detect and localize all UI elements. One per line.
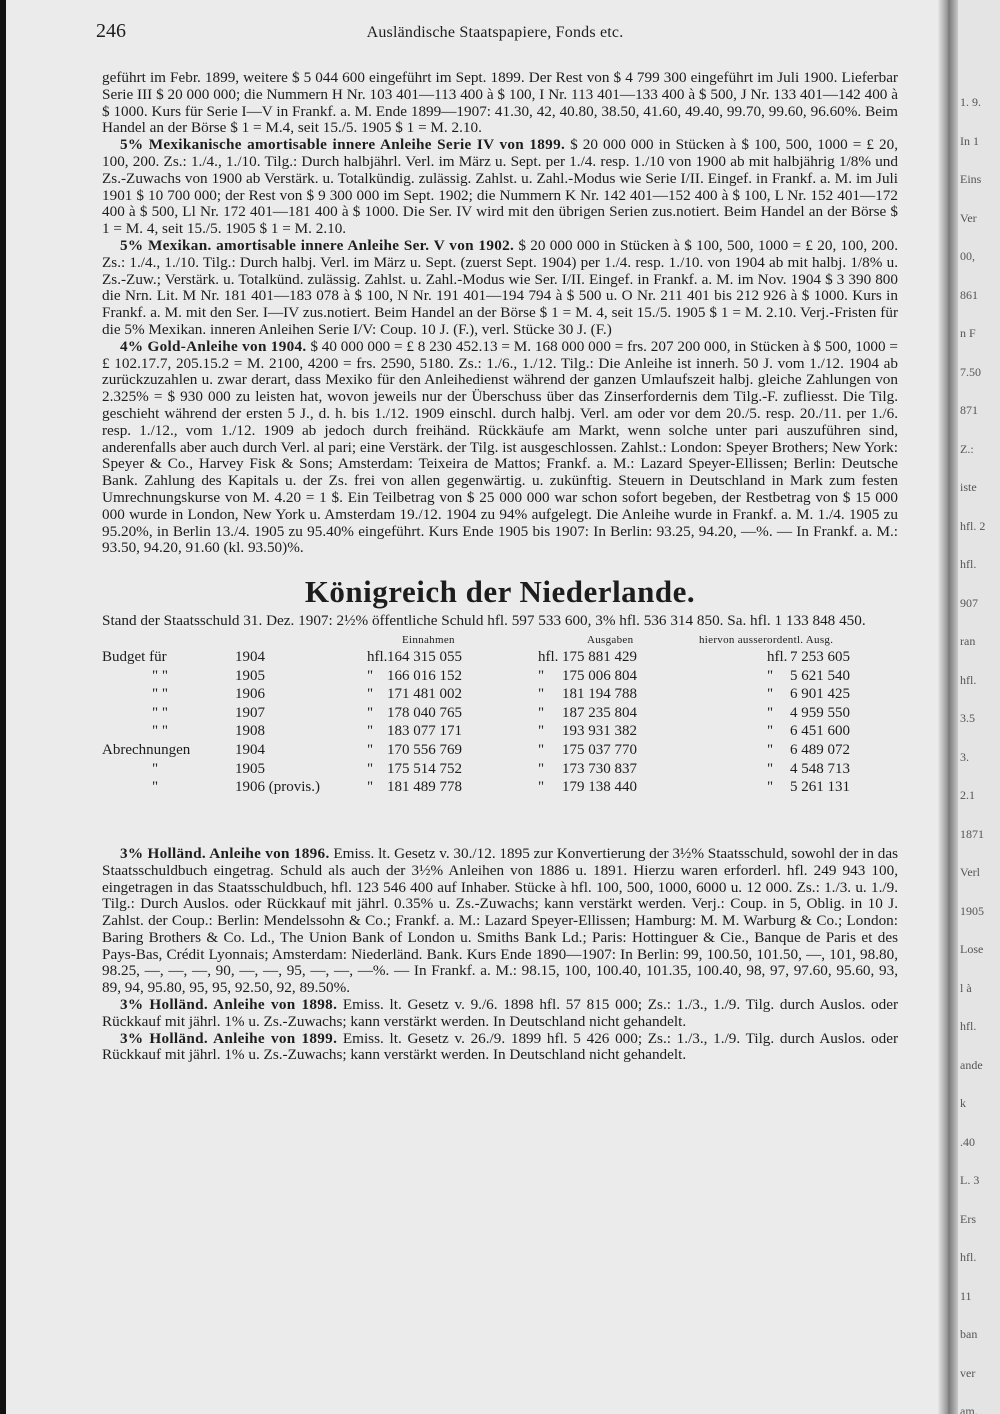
facing-page-fragment: 3.5: [960, 711, 975, 725]
loan-paragraph: [102, 1031, 898, 1065]
facing-page-fragment: 1871: [960, 826, 984, 841]
facing-page-fragment: am.: [960, 1404, 978, 1414]
facing-page-fragment: Ers: [960, 1211, 976, 1226]
budget-cell-x-mark: ": [767, 741, 774, 758]
budget-cell-ausgaben: 187 235 804: [562, 704, 637, 721]
facing-page-fragment: iste: [960, 480, 977, 494]
facing-page-fragment: 3.: [960, 749, 969, 764]
facing-page-fragment: 1905: [960, 903, 984, 918]
facing-page-strip: [958, 0, 1000, 1414]
budget-cell-label: " ": [152, 667, 168, 684]
facing-page-fragment: hfl.: [960, 557, 977, 571]
budget-cell-label: Abrechnungen: [102, 741, 191, 758]
budget-row: [102, 686, 898, 704]
facing-page-fragment: Verl: [960, 865, 980, 879]
budget-row: [102, 761, 898, 779]
budget-cell-a-mark: ": [538, 760, 545, 777]
loan-text: Emiss. lt. Gesetz v. 26./9. 1899 hfl. 5 426 000; Zs.: 1./3., 1./9. Tilg. durch Auslos. oder Rückkauf mit jährl. 1% u. Zs.-Zuwachs; kann verstärkt werden. In Deutschland nicht gehandelt.: [102, 1029, 898, 1064]
facing-page-fragment: 907: [960, 595, 978, 610]
col-head-einnahmen: Einnahmen: [402, 633, 455, 646]
budget-cell-ausgaben: 175 006 804: [562, 667, 637, 684]
budget-cell-year: 1906 (provis.): [235, 779, 320, 796]
budget-cell-x-mark: ": [767, 779, 774, 796]
budget-cell-a-mark: ": [538, 667, 545, 684]
budget-cell-x-mark: ": [767, 760, 774, 777]
budget-cell-year: 1904: [235, 648, 265, 665]
book-gutter: [938, 0, 958, 1414]
budget-cell-einnahmen: 171 481 002: [387, 686, 462, 703]
facing-page-fragment: l à: [960, 980, 972, 995]
facing-page-fragment: 1. 9.: [960, 95, 981, 109]
facing-page-fragment: ban: [960, 1327, 978, 1341]
budget-cell-year: 1906: [235, 686, 265, 703]
budget-row: [102, 742, 898, 760]
loan-text: Emiss. lt. Gesetz v. 30./12. 1895 zur Konvertierung der 3½% Staatsschuld, sowohl der in das Staatsschuldbuch eingetrag. Schuld als auch der 3½% Anleihen von 1886 u. 1891. Hierzu waren erforderl. hfl. 249 943 100, eingetragen in das Staatsschuldbuch, hfl. 123 546 400 auf Inhaber. Stücke à hfl. 100, 500, 1000, 6000 u. 12 000. Zs.: 1./3. u. 1./9. Tilg.: Durch Auslos. oder Rückkauf mit jährl. 0.35% u. Zs.-Zuwachs; kann verstärkt werden. Verj.: Coup. in 5, Oblig. in 10 J. Zahlst. der Coup.: Berlin: Mendelssohn & Co.; Frankf. a. M.: Lazard Speyer-Ellissen; Hamburg: M. M. Warburg & Co.; London: Baring Brothers & Co. Ld., The Union Bank of London u. Smiths Bank Ld.; Paris: Hottinguer & Cie., Banque de Paris et des Pays-Bas, Crédit Lyonnais; Amsterdam: Niederländ. Bank. Kurs Ende 1890—1907: In Berlin: 99, 100.50, 101.50, —, 101, 98.80, 98.25, —, —, —, 90, —, —, 95, —, —, —%. — In Frankf. a. M.: 98.15, 100, 100.40, 101.35, 100.40, 98, 97, 97.60, 95.60, 93, 89, 94, 95.80, 95, 95, 92.50, 92, 89.50%.: [102, 844, 899, 997]
budget-cell-einnahmen: 170 556 769: [387, 741, 462, 758]
loan-heading: 4% Gold-Anleihe von 1904.: [120, 337, 307, 355]
budget-cell-label: ": [152, 779, 159, 796]
facing-page-fragment: ande: [960, 1057, 983, 1072]
budget-cell-e-mark: ": [367, 667, 374, 684]
budget-cell-ausserordentl: 5 261 131: [790, 779, 850, 796]
budget-cell-a-mark: ": [538, 686, 545, 703]
facing-page-fragment: In 1: [960, 133, 979, 148]
budget-table: [102, 632, 898, 842]
loan-text: Emiss. lt. Gesetz v. 9./6. 1898 hfl. 57 815 000; Zs.: 1./3., 1./9. Tilg. durch Auslos. oder Rückkauf mit jährl. 1% u. Zs.-Zuwachs; kann verstärkt werden. In Deutschland nicht gehandelt.: [102, 996, 898, 1030]
budget-cell-ausgaben: 173 730 837: [562, 760, 637, 777]
section-title: Königreich der Niederlande.: [304, 574, 696, 610]
budget-cell-ausserordentl: 6 451 600: [790, 723, 850, 740]
budget-cell-x-mark: hfl.: [767, 648, 788, 665]
budget-cell-a-mark: ": [538, 741, 545, 758]
facing-page-fragment: hfl. 2: [960, 518, 986, 533]
running-head: Ausländische Staatspapiere, Fonds etc.: [366, 24, 624, 41]
budget-row: [102, 779, 898, 797]
debt-status-paragraph: Stand der Staatsschuld 31. Dez. 1907: 2½% öffentliche Schuld hfl. 597 533 600, 3% hfl. 536 314 850. Sa. hfl. 1 133 848 450.: [102, 612, 866, 630]
budget-cell-e-mark: ": [367, 760, 374, 777]
budget-cell-einnahmen: 164 315 055: [387, 648, 462, 665]
budget-cell-label: ": [152, 760, 159, 777]
budget-cell-ausserordentl: 7 253 605: [790, 648, 850, 665]
facing-page-fragment: ran: [960, 634, 976, 648]
facing-page-fragment: k: [960, 1096, 966, 1110]
facing-page-fragment: n F: [960, 326, 976, 340]
loan-text: $ 40 000 000 = £ 8 230 452.13 = M. 168 000 000 = frs. 207 200 000, in Stücken à $ 500, 1000 = £ 102.17.7, 205.15.2 = M. 2100, 4200 = frs. 2590, 5180. Zs.: 1./6., 1./12. Tilg.: Die Anleihe ist innerh. 50 J. vom 1./12. 1904 ab zurückzuzahlen u. zwar derart, dass Mexiko für den Anleihedienst während der ganzen Umlaufszeit halbj. gleiche Zahlungen von 2.325% = $ 930 000 zu leisten hat, wovon jeweils nur der Überschuss über das Zinserfordernis dem Tilg.-F. zufliesst. Die Tilg. geschieht während der ersten 5 J., d. h. bis 1./12. 1909 einschl. durch halbj. Verl. am oder vor dem 20./5. resp. 20./11. per 1./6. resp. 1./12., vom 1./12. 1909 ab jedoch durch freihänd. Rückkäufe am Markt, wenn solche unter pari auszuführen sind, anderenfalls aber auch durch Verl. al pari; eine Verstärk. der Tilg. ist ausgeschlossen. Zahlst.: London: Speyer Brothers; New York: Speyer & Co., Harvey Fisk & Sons; Amsterdam: Teixeira de Mattos; Frankf. a. M.: Lazard Speyer-Ellissen; Berlin: Deutsche Bank. Zahlung des Kapitals u. der Zs. frei von allen gegenwärtig. u. zukünftig. Steuern in Deutschland in Mark zum festen Umrechnungskurse von M. 4.20 = 1 $. Ein Teilbetrag von $ 25 000 000 war schon sofort begeben, der Restbetrag von $ 15 000 000 wurde in London, New York u. Amsterdam 19./12. 1904 zu 94% aufgelegt. Die Anleihe wurde in Frankf. a. M. 1./4. 1905 zu 95.20%, in Berlin 13./4. 1905 zu 95.40% eingeführt. Kurs Ende 1905 bis 1907: In Berlin: 93.25, 94.20, —%. — In Frankf. a. M.: 93.50, 94.20, 91.60 (kl. 93.50)%.: [102, 337, 898, 557]
budget-cell-ausserordentl: 6 489 072: [790, 741, 850, 758]
loan-heading: 3% Holländ. Anleihe von 1898.: [120, 996, 338, 1014]
budget-row: [102, 668, 898, 686]
facing-page-fragment: hfl.: [960, 1250, 977, 1264]
loan-paragraph: [102, 339, 898, 557]
budget-cell-ausgaben: 175 881 429: [562, 648, 637, 665]
budget-cell-a-mark: ": [538, 723, 545, 740]
facing-page-fragment: 2.1: [960, 788, 975, 802]
facing-page-fragment: 871: [960, 403, 978, 417]
budget-cell-e-mark: hfl.: [367, 648, 388, 665]
budget-cell-einnahmen: 178 040 765: [387, 704, 462, 721]
budget-cell-ausserordentl: 6 901 425: [790, 686, 850, 703]
facing-page-fragment: 861: [960, 287, 978, 302]
facing-page-fragment: ver: [960, 1365, 976, 1380]
facing-page-fragment: Ver: [960, 210, 977, 225]
budget-cell-e-mark: ": [367, 741, 374, 758]
facing-page-fragment: 11: [960, 1288, 972, 1303]
loan-paragraph: [102, 997, 898, 1031]
budget-cell-year: 1905: [235, 667, 265, 684]
facing-page-fragment: Lose: [960, 942, 984, 956]
budget-cell-a-mark: hfl.: [538, 648, 559, 665]
budget-cell-e-mark: ": [367, 779, 374, 796]
mexico-loans-section: [102, 70, 898, 557]
budget-cell-x-mark: ": [767, 723, 774, 740]
budget-cell-ausgaben: 193 931 382: [562, 723, 637, 740]
budget-cell-ausgaben: 181 194 788: [562, 686, 637, 703]
budget-cell-x-mark: ": [767, 686, 774, 703]
col-head-ausgaben: Ausgaben: [587, 633, 634, 646]
budget-cell-x-mark: ": [767, 667, 774, 684]
facing-page-fragment: Eins: [960, 172, 982, 186]
facing-page-fragment: 7.50: [960, 364, 981, 379]
budget-cell-year: 1907: [235, 704, 265, 721]
budget-cell-ausserordentl: 4 959 550: [790, 704, 850, 721]
loan-text: geführt im Febr. 1899, weitere $ 5 044 600 eingeführt im Sept. 1899. Der Rest von $ 4 799 300 eingeführt im Juli 1900. Lieferbar Serie III $ 20 000 000; die Nummern H Nr. 103 401—113 400 à $ 100, I Nr. 113 401—133 400 à $ 500, J Nr. 133 401—142 400 à $ 1000. Kurs für Serie I—V in Frankf. a. M. Ende 1899—1907: 41.30, 42, 40.80, 38.50, 41.60, 49.40, 99.70, 99.60, 96.60%. Beim Handel an der Börse $ 1 = M.4, seit 15./5. 1905 $ 1 = M. 2.10.: [102, 69, 898, 137]
netherlands-loans-section: [102, 846, 898, 1064]
budget-cell-ausgaben: 179 138 440: [562, 779, 637, 796]
budget-cell-label: Budget für: [102, 648, 167, 665]
budget-cell-e-mark: ": [367, 686, 374, 703]
budget-cell-einnahmen: 181 489 778: [387, 779, 462, 796]
budget-row: [102, 649, 898, 667]
loan-heading: 5% Mexikan. amortisable innere Anleihe Ser. V von 1902.: [120, 236, 515, 254]
budget-cell-year: 1908: [235, 723, 265, 740]
loan-heading: 3% Holländ. Anleihe von 1899.: [120, 1029, 338, 1047]
col-head-ausserordentl: hiervon ausserordentl. Ausg.: [699, 633, 834, 646]
budget-cell-einnahmen: 166 016 152: [387, 667, 462, 684]
facing-page-fragment: 00,: [960, 249, 975, 263]
budget-cell-ausserordentl: 5 621 540: [790, 667, 850, 684]
loan-paragraph: [102, 70, 898, 137]
page-edge-shadow: [0, 0, 6, 1414]
loan-paragraph: [102, 238, 898, 339]
budget-row: [102, 723, 898, 741]
page-number: 246: [96, 20, 126, 42]
budget-cell-e-mark: ": [367, 723, 374, 740]
loan-heading: 5% Mexikanische amortisable innere Anleihe Serie IV von 1899.: [120, 136, 566, 154]
budget-cell-label: " ": [152, 686, 168, 703]
budget-cell-a-mark: ": [538, 704, 545, 721]
budget-cell-a-mark: ": [538, 779, 545, 796]
budget-cell-e-mark: ": [367, 704, 374, 721]
loan-text: $ 20 000 000 in Stücken à $ 100, 500, 1000 = £ 20, 100, 200. Zs.: 1./4., 1./10. Tilg.: Durch halbj. Verl. im März u. Sept. (zuerst Sept. 1904) per 1./4. resp. 1./10. von 1904 ab mit halbj. 1/8% u. Zs.-Zuw.; Verstärk. u. Totalkünd. zulässig. Zahlst. u. Zahl.-Modus wie Ser. I/II. Eingef. in Frankf. a. M. im Nov. 1904 $ 3 390 800 die Nrn. Lit. M Nr. 181 401—183 078 à $ 100, N Nr. 191 401—194 794 à $ 500 u. O Nr. 211 401 bis 212 926 à $ 1000. Kurs in Frankf. a. M. mit den Ser. I—IV zus.notiert. Beim Handel an der Börse $ 1 = M. 4, seit 15./5. 1905 $ 1 = M. 2.10. Verj.-Fristen für die 5% Mexikan. inneren Anleihen Serie I/V: Coup. 10 J. (F.), verl. Stücke 30 J. (F.): [102, 236, 899, 338]
budget-cell-year: 1905: [235, 760, 265, 777]
loan-text: $ 20 000 000 in Stücken à $ 100, 500, 1000 = £ 20, 100, 200. Zs.: 1./4., 1./10. Tilg.: Durch halbjährl. Verl. im März u. Sept. per 1./4. resp. 1./10 von 1900 ab mit halbjährig 1/8% und Zs.-Zuwachs von 1900 ab Verstärk. u. Totalkündig. zulässig. Zahlst. u. Zahl.-Modus wie Serie I/II. Eingef. in Frankf. a. M. im Juli 1901 $ 10 700 000; der Rest von $ 9 300 000 im Sept. 1902; die Nummern K Nr. 142 401—152 400 à $ 100, L Nr. 152 401—172 400 à $ 500, Ll Nr. 172 401—181 400 à $ 1000. Die Ser. IV wird mit den übrigen Serien zus.notiert. Beim Handel an der Börse $ 1 = M. 4, seit 15./5. 1905 $ 1 = M. 2.10.: [102, 136, 898, 238]
budget-cell-einnahmen: 175 514 752: [387, 760, 462, 777]
facing-page-fragment: hfl.: [960, 672, 977, 687]
budget-cell-year: 1904: [235, 741, 265, 758]
facing-page-fragment: hfl.: [960, 1019, 977, 1033]
facing-page-fragment: .40: [960, 1134, 975, 1149]
page-header: [96, 20, 890, 46]
body-text: [102, 70, 898, 1064]
facing-page-fragment: L. 3: [960, 1173, 980, 1187]
budget-cell-label: " ": [152, 723, 168, 740]
loan-heading: 3% Holländ. Anleihe von 1896.: [120, 844, 330, 862]
budget-cell-x-mark: ": [767, 704, 774, 721]
budget-cell-einnahmen: 183 077 171: [387, 723, 462, 740]
budget-cell-ausserordentl: 4 548 713: [790, 760, 850, 777]
budget-row: [102, 705, 898, 723]
budget-cell-label: " ": [152, 704, 168, 721]
facing-page-fragment: Z.:: [960, 441, 974, 456]
loan-paragraph: [102, 846, 898, 997]
loan-paragraph: [102, 137, 898, 238]
budget-cell-ausgaben: 175 037 770: [562, 741, 637, 758]
